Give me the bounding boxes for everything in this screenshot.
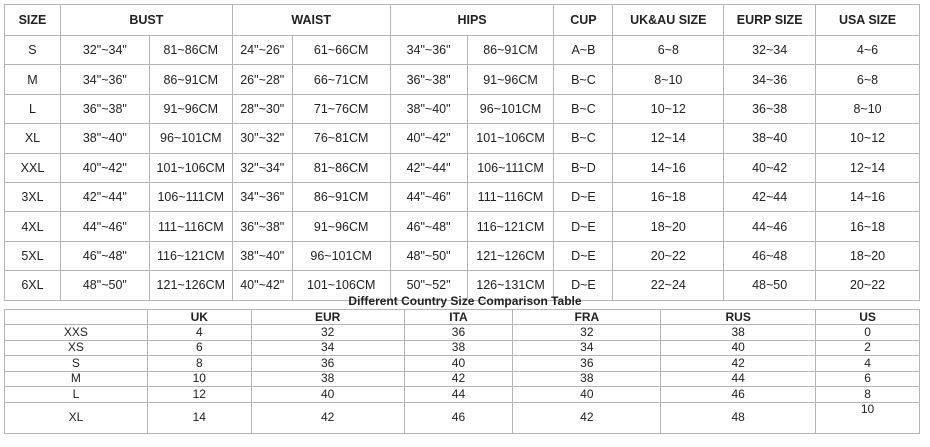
table-cell: 46~48 <box>724 241 816 270</box>
table-cell: 48"~50" <box>60 271 149 300</box>
table-cell: 46 <box>661 387 816 403</box>
table-cell: 34~36 <box>724 65 816 94</box>
size-chart-table <box>4 4 920 301</box>
table-cell: 34 <box>513 340 661 356</box>
table-cell: 42"~44" <box>60 182 149 211</box>
table-row <box>5 241 920 270</box>
comparison-table <box>4 309 920 434</box>
header-eurp-size: EURP SIZE <box>724 5 816 36</box>
header-size: SIZE <box>5 5 61 36</box>
table-cell: 61~66CM <box>292 36 390 65</box>
table-cell: 2 <box>816 340 920 356</box>
table-cell: 106~111CM <box>467 153 554 182</box>
table-cell: 66~71CM <box>292 65 390 94</box>
table-row <box>5 124 920 153</box>
table-cell: 42~44 <box>724 182 816 211</box>
size-cell: M <box>5 65 61 94</box>
header-waist: WAIST <box>232 5 390 36</box>
table-cell: 44"~46" <box>60 212 149 241</box>
table-cell: B~C <box>554 94 613 123</box>
table-cell: 40"~42" <box>60 153 149 182</box>
header-uk-au-size: UK&AU SIZE <box>613 5 724 36</box>
table-row <box>5 356 920 372</box>
table-cell: 28"~30" <box>232 94 292 123</box>
table-cell: 4~6 <box>816 36 920 65</box>
table-cell: 38 <box>661 325 816 341</box>
table-cell: 14 <box>147 402 251 433</box>
table-cell: 32 <box>251 325 404 341</box>
table-cell: 36"~38" <box>390 65 467 94</box>
table-cell: 6 <box>816 371 920 387</box>
table-cell: 48"~50" <box>390 241 467 270</box>
table-row <box>5 212 920 241</box>
table-row <box>5 36 920 65</box>
table-cell: 101~106CM <box>149 153 232 182</box>
comparison-header-uk: UK <box>147 310 251 325</box>
table-cell: D~E <box>554 241 613 270</box>
table-cell: 81~86CM <box>292 153 390 182</box>
table-cell: 24"~26" <box>232 36 292 65</box>
table-cell: 22~24 <box>613 271 724 300</box>
table-cell: 32~34 <box>724 36 816 65</box>
table-cell: 32"~34" <box>60 36 149 65</box>
table-cell: 4 <box>816 356 920 372</box>
table-cell: 71~76CM <box>292 94 390 123</box>
table-cell: D~E <box>554 212 613 241</box>
table-cell: 36 <box>404 325 513 341</box>
table-cell: 16~18 <box>816 212 920 241</box>
table-cell: D~E <box>554 182 613 211</box>
table-cell: 36 <box>513 356 661 372</box>
table-cell: 38 <box>404 340 513 356</box>
table-cell: 12 <box>147 387 251 403</box>
comparison-header-fra: FRA <box>513 310 661 325</box>
table-row <box>5 182 920 211</box>
table-cell: 6~8 <box>613 36 724 65</box>
size-label-cell: XXS <box>5 325 148 341</box>
table-cell: 38 <box>513 371 661 387</box>
table-cell: 8~10 <box>816 94 920 123</box>
table-cell: 121~126CM <box>467 241 554 270</box>
table-cell: 40"~42" <box>390 124 467 153</box>
table-cell: 6~8 <box>816 65 920 94</box>
table-cell: 8 <box>147 356 251 372</box>
header-usa-size: USA SIZE <box>816 5 920 36</box>
table-cell: 86~91CM <box>149 65 232 94</box>
size-cell: 6XL <box>5 271 61 300</box>
table-cell: 111~116CM <box>467 182 554 211</box>
table-cell: 38 <box>251 371 404 387</box>
table-cell: 34 <box>251 340 404 356</box>
table-cell: 40"~42" <box>232 271 292 300</box>
table-cell: 20~22 <box>613 241 724 270</box>
table-cell: 96~101CM <box>292 241 390 270</box>
table-cell: 34"~36" <box>232 182 292 211</box>
table-cell: 40 <box>251 387 404 403</box>
size-cell: XL <box>5 124 61 153</box>
table-cell: 36~38 <box>724 94 816 123</box>
table-cell: D~E <box>554 271 613 300</box>
table-cell: 10~12 <box>613 94 724 123</box>
table-cell: 18~20 <box>816 241 920 270</box>
table-cell: 18~20 <box>613 212 724 241</box>
table-cell: 32 <box>513 325 661 341</box>
table-cell: 101~106CM <box>292 271 390 300</box>
table-cell: 86~91CM <box>292 182 390 211</box>
table-row <box>5 65 920 94</box>
table-row <box>5 402 920 433</box>
table-cell: 16~18 <box>613 182 724 211</box>
table-cell: B~C <box>554 124 613 153</box>
table-cell: 46"~48" <box>390 212 467 241</box>
table-cell: 40 <box>404 356 513 372</box>
size-cell: S <box>5 36 61 65</box>
size-cell: 5XL <box>5 241 61 270</box>
table-cell: 48 <box>661 402 816 433</box>
table-cell: 42 <box>251 402 404 433</box>
table-cell: 26"~28" <box>232 65 292 94</box>
table-cell: 34"~36" <box>60 65 149 94</box>
table-cell: 46 <box>404 402 513 433</box>
header-cup: CUP <box>554 5 613 36</box>
table-cell: 14~16 <box>613 153 724 182</box>
table-cell: 34"~36" <box>390 36 467 65</box>
table-cell: 96~101CM <box>149 124 232 153</box>
table-cell: 91~96CM <box>467 65 554 94</box>
table-cell: 4 <box>147 325 251 341</box>
table-cell: 38~40 <box>724 124 816 153</box>
table-cell: 126~131CM <box>467 271 554 300</box>
table-cell: 42"~44" <box>390 153 467 182</box>
table-row <box>5 153 920 182</box>
size-chart-header-row <box>5 5 920 36</box>
table-cell: 0 <box>816 325 920 341</box>
table-cell: 116~121CM <box>149 241 232 270</box>
table-cell: 14~16 <box>816 182 920 211</box>
table-cell: 96~101CM <box>467 94 554 123</box>
table-cell: 46"~48" <box>60 241 149 270</box>
table-cell: 91~96CM <box>149 94 232 123</box>
size-cell: L <box>5 94 61 123</box>
table-cell: 116~121CM <box>467 212 554 241</box>
size-label-cell: S <box>5 356 148 372</box>
table-row <box>5 94 920 123</box>
table-cell: 8~10 <box>613 65 724 94</box>
table-cell: 40 <box>513 387 661 403</box>
header-hips: HIPS <box>390 5 554 36</box>
size-label-cell: M <box>5 371 148 387</box>
table-cell: 121~126CM <box>149 271 232 300</box>
size-label-cell: L <box>5 387 148 403</box>
table-cell: 101~106CM <box>467 124 554 153</box>
comparison-header-row <box>5 310 920 325</box>
table-cell: 8 <box>816 387 920 403</box>
comparison-header-ita: ITA <box>404 310 513 325</box>
table-cell: 42 <box>661 356 816 372</box>
table-cell: 36 <box>251 356 404 372</box>
table-cell: 38"~40" <box>390 94 467 123</box>
table-cell: 38"~40" <box>60 124 149 153</box>
header-bust: BUST <box>60 5 232 36</box>
table-cell: 44 <box>661 371 816 387</box>
table-cell: 12~14 <box>613 124 724 153</box>
table-cell: 40 <box>661 340 816 356</box>
table-cell: 6 <box>147 340 251 356</box>
table-cell: B~D <box>554 153 613 182</box>
size-label-cell: XL <box>5 402 148 433</box>
table-cell: 111~116CM <box>149 212 232 241</box>
table-row <box>5 340 920 356</box>
table-cell: A~B <box>554 36 613 65</box>
size-cell: XXL <box>5 153 61 182</box>
table-cell: 42 <box>404 371 513 387</box>
size-cell: 4XL <box>5 212 61 241</box>
table-cell: 36"~38" <box>60 94 149 123</box>
table-cell: 76~81CM <box>292 124 390 153</box>
comparison-header-eur: EUR <box>251 310 404 325</box>
size-label-cell: XS <box>5 340 148 356</box>
comparison-header-rus: RUS <box>661 310 816 325</box>
table-cell: 38"~40" <box>232 241 292 270</box>
table-cell: 91~96CM <box>292 212 390 241</box>
table-cell: 10~12 <box>816 124 920 153</box>
table-row <box>5 387 920 403</box>
table-cell: B~C <box>554 65 613 94</box>
table-cell: 44"~46" <box>390 182 467 211</box>
size-cell: 3XL <box>5 182 61 211</box>
table-cell: 106~111CM <box>149 182 232 211</box>
table-row <box>5 325 920 341</box>
table-cell: 36"~38" <box>232 212 292 241</box>
table-cell: 40~42 <box>724 153 816 182</box>
table-cell: 10 <box>816 402 920 433</box>
table-cell: 44~46 <box>724 212 816 241</box>
table-cell: 86~91CM <box>467 36 554 65</box>
comparison-header-us: US <box>816 310 920 325</box>
table-cell: 12~14 <box>816 153 920 182</box>
table-cell: 44 <box>404 387 513 403</box>
table-cell: 30"~32" <box>232 124 292 153</box>
table-cell: 32"~34" <box>232 153 292 182</box>
table-cell: 42 <box>513 402 661 433</box>
table-cell: 50"~52" <box>390 271 467 300</box>
table-cell: 10 <box>147 371 251 387</box>
comparison-header-blank <box>5 310 148 325</box>
table-cell: 20~22 <box>816 271 920 300</box>
table-cell: 48~50 <box>724 271 816 300</box>
table-row <box>5 371 920 387</box>
table-cell: 81~86CM <box>149 36 232 65</box>
comparison-title: Different Country Size Comparison Table <box>348 294 582 308</box>
